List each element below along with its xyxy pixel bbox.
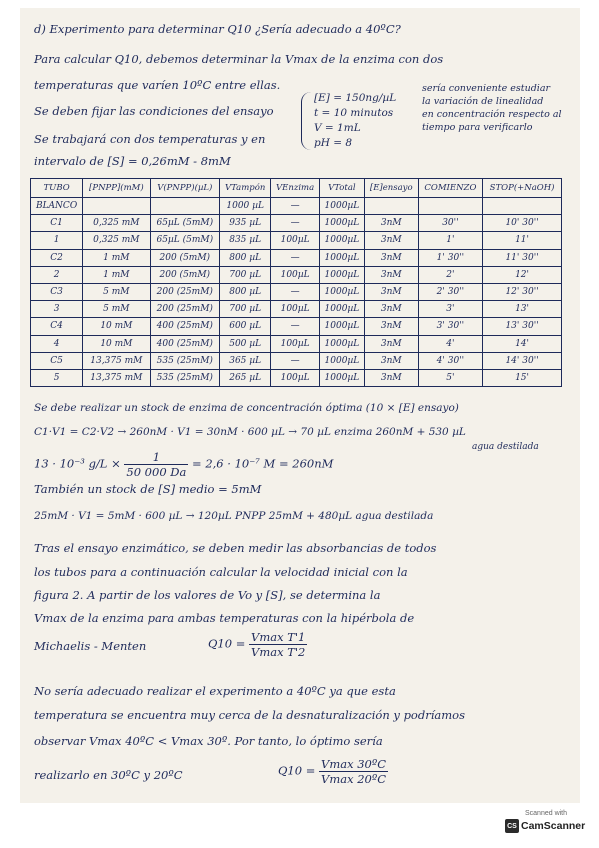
table-cell: C3: [31, 283, 83, 300]
note-line: tiempo para verificarlo: [422, 122, 533, 133]
table-cell: [364, 198, 418, 215]
text-line: agua destilada: [472, 442, 539, 452]
text-line: Se debe realizar un stock de enzima de concentración óptima (10 × [E] ensayo): [34, 402, 459, 414]
camscanner-icon: CS: [505, 819, 519, 833]
table-cell: 365 µL: [220, 352, 271, 369]
table-cell: 65µL (5mM): [150, 232, 220, 249]
table-cell: 100µL: [271, 232, 320, 249]
table-cell: 400 (25mM): [150, 335, 220, 352]
table-cell: 1: [31, 232, 83, 249]
table-cell: C1: [31, 215, 83, 232]
table-cell: 14': [483, 335, 562, 352]
table-cell: C2: [31, 249, 83, 266]
table-cell: 600 µL: [220, 318, 271, 335]
table-cell: 4': [418, 335, 482, 352]
table-cell: 800 µL: [220, 283, 271, 300]
table-row: [31, 318, 562, 335]
table-cell: 200 (5mM): [150, 249, 220, 266]
table-cell: 3nM: [364, 232, 418, 249]
table-cell: 265 µL: [220, 369, 271, 386]
formula-part: = 2,6 · 10⁻⁷ M = 260nM: [192, 456, 334, 471]
column-header: VTotal: [319, 179, 364, 198]
fraction-numerator: Vmax T'1: [251, 630, 306, 644]
column-header: STOP(+NaOH): [483, 179, 562, 198]
column-header: COMIENZO: [418, 179, 482, 198]
table-cell: 1000µL: [319, 215, 364, 232]
table-cell: 14' 30'': [483, 352, 562, 369]
table-cell: 3nM: [364, 266, 418, 283]
brace-icon: [301, 92, 312, 150]
note-line: la variación de linealidad: [422, 96, 544, 107]
table-row: [31, 335, 562, 352]
table-cell: 200 (25mM): [150, 283, 220, 300]
note-line: en concentración respecto al: [422, 109, 562, 120]
table-cell: —: [271, 352, 320, 369]
table-cell: 3nM: [364, 301, 418, 318]
condition-item: pH = 8: [314, 137, 353, 149]
table-cell: 3nM: [364, 215, 418, 232]
table-cell: [483, 198, 562, 215]
table-cell: 3: [31, 301, 83, 318]
table-header-row: [31, 179, 562, 198]
text-line: temperatura se encuentra muy cerca de la desnaturalización y podríamos: [34, 708, 465, 722]
table-cell: 3' 30'': [418, 318, 482, 335]
text-line: También un stock de [S] medio = 5mM: [34, 482, 262, 496]
text-line: Para calcular Q10, debemos determinar la Vmax de la enzima con dos: [34, 52, 444, 66]
table-cell: 3nM: [364, 283, 418, 300]
table-cell: 4: [31, 335, 83, 352]
text-line: los tubos para a continuación calcular la velocidad inicial con la: [34, 565, 408, 579]
text-line: Se trabajará con dos temperaturas y en: [34, 132, 266, 146]
table-row: [31, 369, 562, 386]
table-cell: 535 (25mM): [150, 352, 220, 369]
table-cell: 1000µL: [319, 266, 364, 283]
table-cell: 3nM: [364, 369, 418, 386]
table-cell: 1000µL: [319, 369, 364, 386]
table-cell: 11' 30'': [483, 249, 562, 266]
table-cell: 12' 30'': [483, 283, 562, 300]
table-cell: 0,325 mM: [83, 232, 150, 249]
table-cell: 1000µL: [319, 198, 364, 215]
table-cell: 100µL: [271, 266, 320, 283]
table-cell: 10 mM: [83, 318, 150, 335]
table-cell: 65µL (5mM): [150, 215, 220, 232]
side-note: [422, 82, 562, 134]
table-cell: 4' 30'': [418, 352, 482, 369]
table-cell: —: [271, 249, 320, 266]
column-header: VTampón: [220, 179, 271, 198]
table-row: [31, 215, 562, 232]
table-cell: 13' 30'': [483, 318, 562, 335]
fraction-denominator: Vmax T'2: [251, 645, 306, 659]
table-cell: 100µL: [271, 369, 320, 386]
formula-line: [34, 450, 333, 479]
question-title: d) Experimento para determinar Q10 ¿Sería adecuado a 40ºC?: [34, 22, 401, 36]
table-cell: 11': [483, 232, 562, 249]
text-line: realizarlo en 30ºC y 20ºC: [34, 768, 183, 782]
watermark-brand: CamScanner: [521, 820, 586, 832]
table-cell: 1000µL: [319, 249, 364, 266]
camscanner-watermark: [505, 810, 587, 840]
table-cell: 3': [418, 301, 482, 318]
condition-item: [E] = 150ng/µL: [314, 92, 397, 104]
column-header: [PNPP](mM): [83, 179, 150, 198]
table-cell: 1000µL: [319, 283, 364, 300]
formula-part: Q10 =: [208, 636, 246, 651]
text-line: Se deben fijar las condiciones del ensayo: [34, 104, 274, 118]
table-cell: 2': [418, 266, 482, 283]
watermark-logo: [505, 819, 587, 833]
text-line: intervalo de [S] = 0,26mM - 8mM: [34, 154, 231, 168]
text-line: figura 2. A partir de los valores de Vo y [S], se determina la: [34, 588, 381, 602]
table-cell: —: [271, 318, 320, 335]
formula-part: Q10 =: [278, 763, 316, 778]
table-cell: [418, 198, 482, 215]
fraction: [124, 450, 188, 479]
table-cell: 935 µL: [220, 215, 271, 232]
table-cell: 5: [31, 369, 83, 386]
table-cell: 800 µL: [220, 249, 271, 266]
table-cell: 1000µL: [319, 301, 364, 318]
table-cell: 3nM: [364, 249, 418, 266]
watermark-caption: Scanned with: [524, 810, 568, 817]
table-cell: 1000µL: [319, 335, 364, 352]
fraction: [249, 630, 307, 659]
table-cell: 13': [483, 301, 562, 318]
experiment-table: [30, 178, 562, 387]
table-cell: 5 mM: [83, 301, 150, 318]
fraction: [319, 757, 388, 786]
fraction-numerator: 1: [124, 450, 188, 465]
formula-line: 25mM · V1 = 5mM · 600 µL → 120µL PNPP 25mM + 480µL agua destilada: [34, 510, 434, 522]
table-cell: 700 µL: [220, 266, 271, 283]
table-cell: [150, 198, 220, 215]
table-cell: BLANCO: [31, 198, 83, 215]
table-cell: 400 (25mM): [150, 318, 220, 335]
table-cell: 200 (25mM): [150, 301, 220, 318]
text-line: Vmax de la enzima para ambas temperaturas con la hipérbola de: [34, 611, 415, 625]
note-line: sería conveniente estudiar: [422, 83, 551, 94]
table-cell: 15': [483, 369, 562, 386]
table-cell: 535 (25mM): [150, 369, 220, 386]
condition-item: V = 1mL: [314, 122, 361, 134]
text-line: Michaelis - Menten: [34, 639, 147, 653]
table-row: [31, 283, 562, 300]
table-cell: 3nM: [364, 352, 418, 369]
table-cell: —: [271, 283, 320, 300]
table-cell: 2' 30'': [418, 283, 482, 300]
text-line: temperaturas que varíen 10ºC entre ellas.: [34, 78, 281, 92]
column-header: VEnzima: [271, 179, 320, 198]
table-row: [31, 352, 562, 369]
table-cell: 1000µL: [319, 352, 364, 369]
column-header: [E]ensayo: [364, 179, 418, 198]
table-cell: 3nM: [364, 318, 418, 335]
table-cell: C5: [31, 352, 83, 369]
table-cell: [83, 198, 150, 215]
table-row: [31, 301, 562, 318]
table-cell: 1' 30'': [418, 249, 482, 266]
fraction-denominator: 50 000 Da: [126, 465, 187, 479]
fraction-denominator: Vmax 20ºC: [321, 772, 387, 786]
table-cell: 30'': [418, 215, 482, 232]
table-cell: 5 mM: [83, 283, 150, 300]
table-cell: —: [271, 215, 320, 232]
table-cell: 13,375 mM: [83, 352, 150, 369]
table-cell: 835 µL: [220, 232, 271, 249]
table-cell: 2: [31, 266, 83, 283]
table-cell: 10 mM: [83, 335, 150, 352]
table-row: [31, 198, 562, 215]
table-cell: 100µL: [271, 301, 320, 318]
table-cell: 1000µL: [319, 318, 364, 335]
q10-formula: [278, 757, 388, 786]
text-line: No sería adecuado realizar el experimento a 40ºC ya que esta: [34, 684, 396, 698]
table-cell: 1 mM: [83, 249, 150, 266]
table-cell: 1000 µL: [220, 198, 271, 215]
table-cell: 1': [418, 232, 482, 249]
formula-line: C1·V1 = C2·V2 → 260nM · V1 = 30nM · 600 µL → 70 µL enzima 260nM + 530 µL: [34, 426, 466, 438]
condition-item: t = 10 minutos: [314, 107, 394, 119]
table-cell: 100µL: [271, 335, 320, 352]
column-header: TUBO: [31, 179, 83, 198]
column-header: V(PNPP)(µL): [150, 179, 220, 198]
table-cell: C4: [31, 318, 83, 335]
fraction-numerator: Vmax 30ºC: [321, 757, 387, 771]
table-cell: 10' 30'': [483, 215, 562, 232]
table-row: [31, 249, 562, 266]
table-cell: 12': [483, 266, 562, 283]
text-line: observar Vmax 40ºC < Vmax 30º. Por tanto, lo óptimo sería: [34, 734, 383, 748]
table-cell: 0,325 mM: [83, 215, 150, 232]
table-cell: 5': [418, 369, 482, 386]
table-cell: 500 µL: [220, 335, 271, 352]
table-cell: 13,375 mM: [83, 369, 150, 386]
table-row: [31, 232, 562, 249]
scanned-notes-page: [20, 8, 580, 803]
table-row: [31, 266, 562, 283]
table-cell: 200 (5mM): [150, 266, 220, 283]
table-cell: 3nM: [364, 335, 418, 352]
text-line: Tras el ensayo enzimático, se deben medir las absorbancias de todos: [34, 541, 437, 555]
table-cell: 700 µL: [220, 301, 271, 318]
table-cell: 1000µL: [319, 232, 364, 249]
table-cell: 1 mM: [83, 266, 150, 283]
q10-formula: [208, 630, 307, 659]
formula-part: 13 · 10⁻³ g/L ×: [34, 456, 121, 471]
table-cell: —: [271, 198, 320, 215]
